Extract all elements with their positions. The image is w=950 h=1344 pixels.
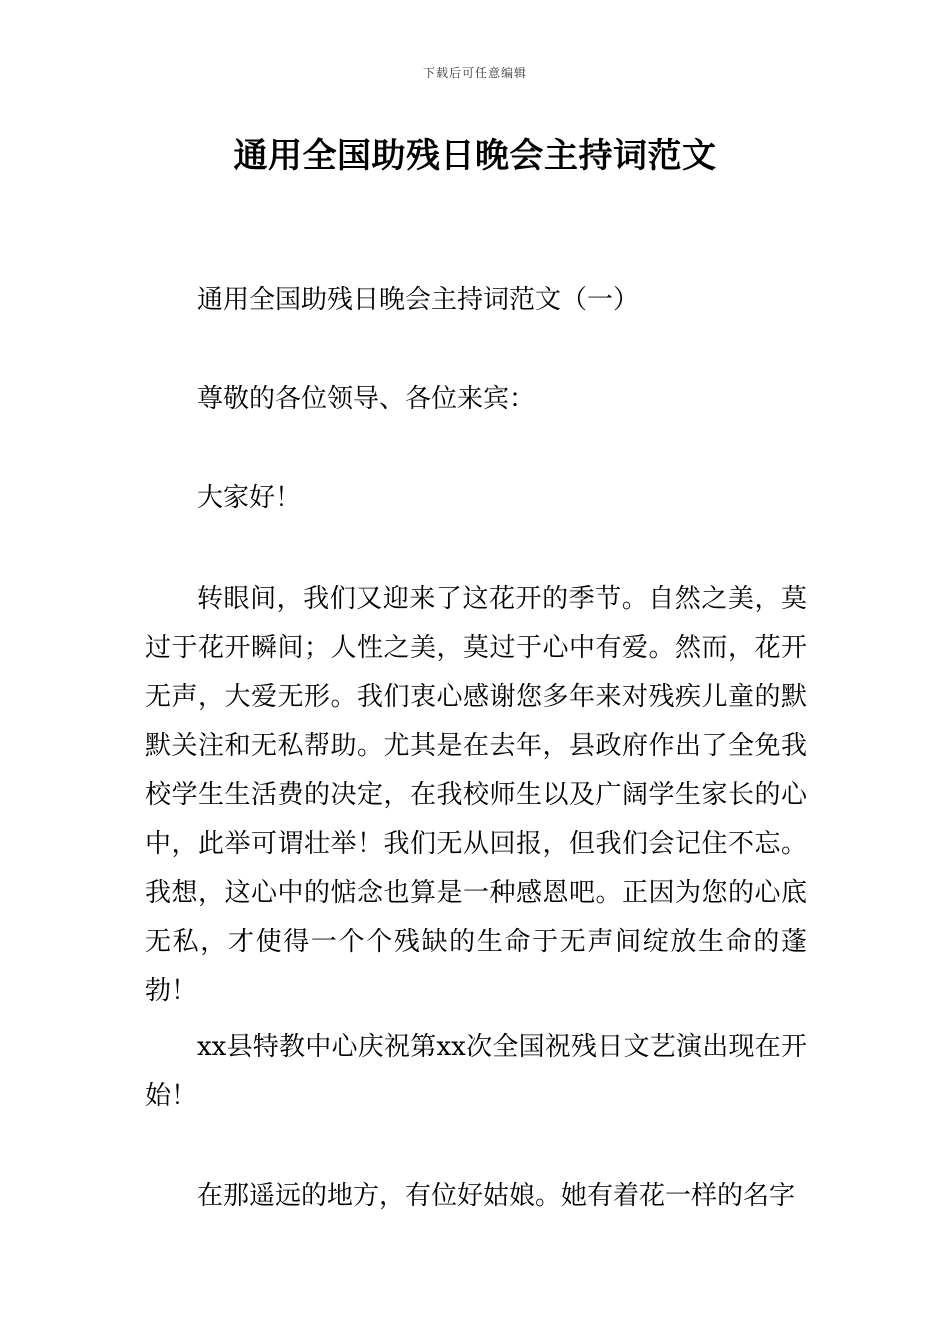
paragraph-subtitle: 通用全国助残日晚会主持词范文（一）	[197, 285, 640, 315]
paragraph-story: 在那遥远的地方，有位好姑娘。她有着花一样的名字	[197, 1181, 796, 1211]
paragraph-opening: xx县特教中心庆祝第xx次全国祝残日文艺演出现在开始！	[145, 1032, 807, 1111]
document-title: 通用全国助残日晚会主持词范文	[233, 136, 717, 176]
paragraph-main: 转眼间，我们又迎来了这花开的季节。自然之美，莫过于花开瞬间；人性之美，莫过于心中有爱。然而，花开无声，大爱无形。我们衷心感谢您多年来对残疾儿童的默默关注和无私帮助。尤其是在去年，县政府作出了全免我校学生生活费的决定，在我校师生以及广阔学生家长的心中，此举可谓壮举！我们无从回报，但我们会记住不忘。我想，这心中的惦念也算是一种感恩吧。正因为您的心底无私，才使得一个个残缺的生命于无声间绽放生命的蓬勃！	[145, 584, 807, 1006]
paragraph-greeting: 大家好！	[197, 483, 302, 513]
header-note: 下载后可任意编辑	[422, 66, 527, 80]
paragraph-greeting-address: 尊敬的各位领导、各位来宾：	[197, 384, 536, 414]
